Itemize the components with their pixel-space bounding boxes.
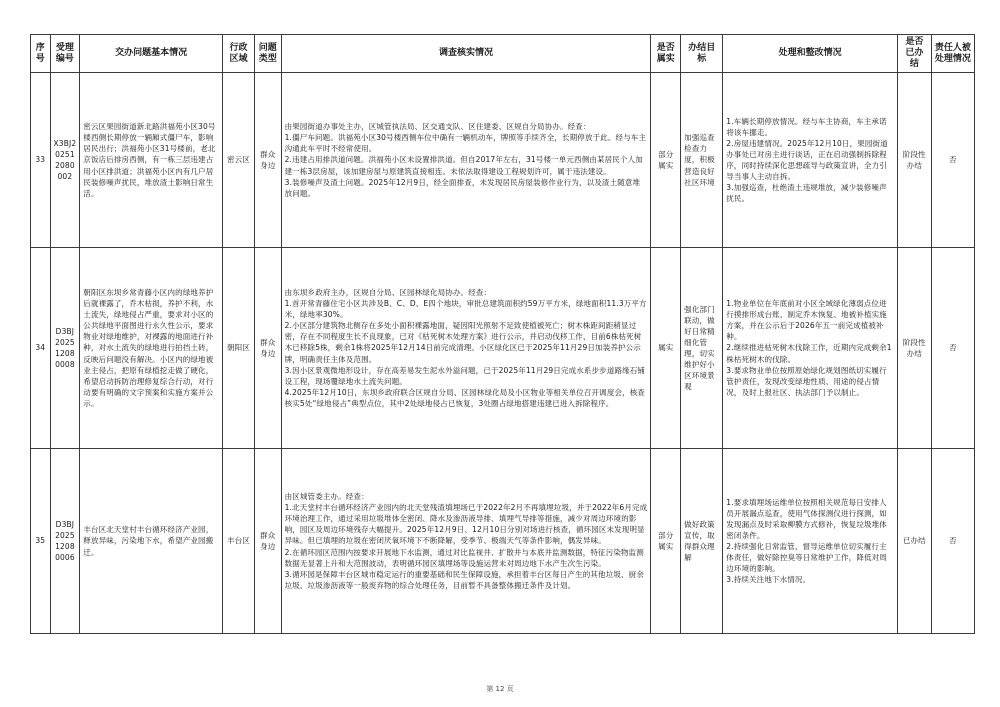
row-survey [281,449,651,634]
rectify-paragraph: 2.持续强化日常监管，督导运维单位切实履行主体责任，做好除控臭等日常维护工作，降低对周边环境的影响。 [726,542,887,574]
row-survey [281,73,651,248]
survey-paragraph: 2.在循环园区范围内按要求开展地下水监测，通过对比监视井、扩散井与本底井监测数据，特征污染物监测数据无显著上升和大范围波动，表明循环园区填埋场等设施运营未对周边地下水产生次生污染。 [284,547,644,568]
rectify-paragraph: 1.物业单位在年底前对小区全域绿化薄弱点位进行摸排形成台账，制定乔木恢复、地被补植实施方案，并在公示后于2026年五一前完成植被补种。 [726,299,887,342]
row-accountable: 否 [931,248,974,449]
row-goal: 强化部门联动，做好日常精细化管理，切实维护好小区环境景观 [681,248,723,449]
row-valid: 属实 [651,248,681,449]
survey-paragraph: 3.因小区景观微地形设计，存在高差易发生泥水外溢问题，已于2025年11月29日完成水系步步道路缘石铺设工程，现场覆绿地水土流失问题。 [284,365,646,386]
header-issue: 交办问题基本情况 [80,35,223,73]
survey-paragraph: 由区城管委主办。经查： [284,492,369,502]
survey-paragraph: 由东坝乡政府主办，区规自分局、区园林绿化局协办。经查： [284,287,492,297]
row-issue: 丰台区北天堂村丰台循环经济产业园，释放异味，污染地下水，希望产业园搬迁。 [80,449,223,634]
row-issue: 密云区果园街道新北路洪福苑小区30号楼西侧长期停放一辆厢式僵尸车，影响居民出行；洪福苑小区31号楼前，老北京饭店后排房西侧，有一栋三层违建占用小区排洪道；洪福苑小区内有几户居民装修噪声扰民，堆放渣土影响日常生活。 [80,73,223,248]
row-issue: 朝阳区东坝乡常青藤小区内的绿地养护后就裸露了，乔木枯损，养护不利，水土流失，绿地侵占严重，要求对小区的公共绿地平面图进行永久性公示，要求物业对绿地维护，对裸露的地面进行补种，对水土流失的绿地进行拍挡土砖，反映后问题没有解决。小区内的绿地被业主侵占，把原有绿植挖走做了硬化，希望启动拆防治理修复综合行动，对行动要有明确的文字预案和实施方案并公示。 [80,248,223,449]
row-rectify [723,73,898,248]
header-district: 行政区域 [223,35,255,73]
rectify-paragraph: 3.持续关注地下水情况。 [726,575,811,585]
survey-paragraph: 1.北天堂村丰台循环经济产业园内的北天堂残渣填埋场已于2022年2月不再填埋垃圾，并于2022年6月完成环境治理工作，通过采用垃圾堆体全密闭、降水及渗沥液导排、填埋气导排等措施，减少对周边环境的影响，园区及周边环境残存大幅提升。2025年12月9日、12月10日分别对场进行核查，循环园区未发现明显异味。但已填埋的垃圾在密闭厌氧环境下不断降解，受季节、极端天气等条件影响，偶发异味。 [284,503,648,546]
row-valid: 部分属实 [651,73,681,248]
rectify-paragraph: 3.加强巡查，杜绝渣土违规堆放，减少装修噪声扰民。 [726,183,887,204]
survey-paragraph: 由果园街道办事处主办，区城管执法局、区交通支队、区住建委、区规自分局协办。经查： [284,122,591,132]
table-row [31,73,975,248]
row-seq: 34 [31,248,51,449]
row-type: 群众身边 [254,73,281,248]
survey-paragraph: 2.小区部分建筑物北侧存在多处小面积裸露地面，疑因阳光照射不足致使植被死亡；树木株距间距稍显过密，存在不同程度生长不良现象，已对《枯死树木处理方案》进行公示，并启动伐移工作，目前6株枯死树木已移除5株，剩余1株将2025年12月14日前完成清理。小区绿化区已于2025年11月29日加装养护公示牌，明确责任主体及范围。 [284,321,642,364]
header-row [31,35,975,73]
header-goal: 办结目标 [681,35,723,73]
row-done: 阶段性办结 [897,73,931,248]
row-accountable: 否 [931,449,974,634]
row-seq: 33 [31,73,51,248]
table-row [31,248,975,449]
row-rectify [723,449,898,634]
header-type: 问题类型 [254,35,281,73]
row-code: D3BJ202512080008 [50,248,80,449]
page-number: 第 12 页 [486,685,514,693]
rectify-paragraph: 3.要求物业单位按照原始绿化规划图纸切实履行管护责任，发现改变绿地性质、用途的侵占情况，及时上报社区、执法部门予以制止。 [726,365,887,397]
row-accountable: 否 [931,73,974,248]
row-district: 密云区 [223,73,255,248]
survey-paragraph: 4.2025年12月10日，东坝乡政府联合区规自分局、区园林绿化局及小区物业等相关单位召开调度会，核查核实5处“绿地侵占”典型点位，其中2处绿地侵占已恢复，3处圈占绿地搭建违建已进入拆除程序。 [284,387,646,408]
header-accountable: 责任人被处理情况 [931,35,974,73]
survey-paragraph: 1.僵尸车问题。洪福苑小区30号楼西侧车位中确有一辆机动车，牌照等手续齐全，长期停放于此。经与车主沟通此车平时不经常使用。 [284,133,647,154]
row-code: X3BJ202512080002 [50,73,80,248]
table-row [31,449,975,634]
rectify-paragraph: 1.要求填埋场运维单位按照相关规范每日安排人员开展漏点巡查，使用气体探测仪进行探测，如发现漏点及时采取柳膜方式修补，恢复垃圾堆体密闭条件。 [726,497,887,540]
row-done: 已办结 [897,449,931,634]
header-rectify: 处理和整改情况 [723,35,898,73]
row-survey [281,248,651,449]
survey-paragraph: 3.循环园是保障丰台区城市稳定运行的重要基础和民生保障设施，承担着丰台区每日产生的其他垃圾、厨余垃圾、垃圾渗沥液等一般废弃物的综合处理任务，目前暂不具备整体搬迁条件及计划。 [284,569,644,590]
row-type: 群众身边 [254,449,281,634]
row-seq: 35 [31,449,51,634]
row-done: 阶段性办结 [897,248,931,449]
report-table [30,34,975,634]
rectify-paragraph: 2.房屋违建情况。2025年12月10日，果园街道办事处已对房主进行谈话，正在启动强制拆除程序，同时持续深化思想疏导与政策宣讲，全力引导当事人主动自拆。 [726,138,888,182]
row-rectify [723,248,898,449]
row-valid: 部分属实 [651,449,681,634]
rectify-paragraph: 2.继续推进枯死树木伐除工作，近期内完成剩余1株枯死树木的伐除。 [726,343,892,364]
header-code: 受理编号 [50,35,80,73]
row-goal: 加强巡查检查力度，积极营造良好社区环境 [681,73,723,248]
survey-paragraph: 2.违建占用排洪道问题。洪福苑小区未设置排洪道。但自2017年左右，31号楼一单元西侧由某居民个人加建一栋3层房屋，该加建房屋与原建筑直接相连。未依法取得建设工程规划许可，属于违法建设。 [284,155,643,176]
header-done: 是否已办结 [897,35,931,73]
header-seq: 序号 [31,35,51,73]
survey-paragraph: 1.首开常青藤住宅小区共涉及B、C、D、E四个地块，审批总建筑面积约59万平方米，绿地面积11.3万平方米，绿地率30%。 [284,299,647,320]
row-district: 朝阳区 [223,248,255,449]
survey-paragraph: 3.装修噪声及渣土问题。2025年12月9日，经全面排查，未发现居民房屋装修作业行为，以及渣土随意堆放问题。 [284,177,641,198]
header-survey: 调查核实情况 [281,35,651,73]
row-goal: 做好政策宣传，取得群众理解 [681,449,723,634]
row-type: 群众身边 [254,248,281,449]
row-code: D3BJ202512080006 [50,449,80,634]
row-district: 丰台区 [223,449,255,634]
header-valid: 是否属实 [651,35,681,73]
rectify-paragraph: 1.车辆长期停放情况。经与车主协商，车主承诺将该车挪走。 [726,116,887,137]
